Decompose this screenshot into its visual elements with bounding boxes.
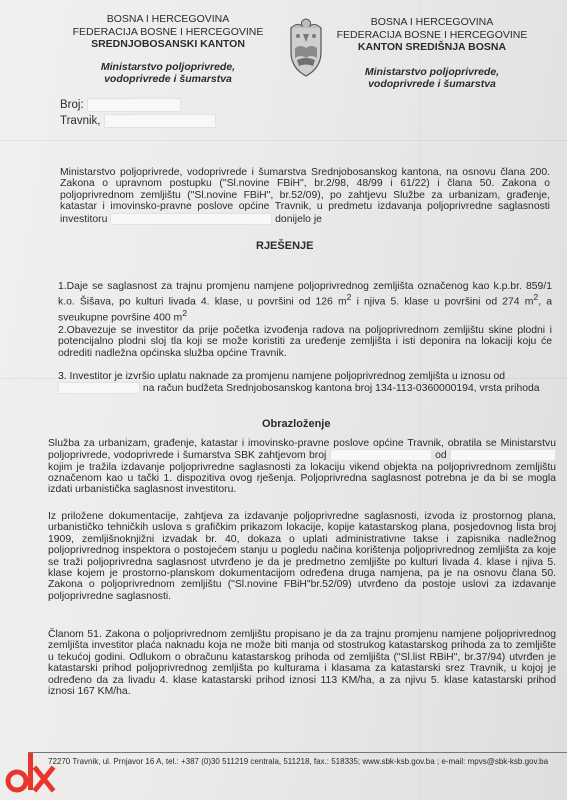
header-federation: FEDERACIJA BOSNE I HERCEGOVINE (336, 28, 528, 41)
header-ministry-line2: vodoprivrede i šumarstva (368, 78, 496, 90)
decision-text: i njiva 5. klase u površini od 274 m (351, 296, 534, 308)
header-ministry-line2: vodoprivrede i šumarstva (104, 73, 232, 85)
city-label: Travnik, (60, 115, 101, 128)
reference-city (60, 114, 216, 128)
reasoning-paragraph-2: Iz priložene dokumentacije, zahtjeva za izdavanje poljoprivredne saglasnosti, izvoda iz prostornog plana, urbanističko tehničkih uslova s grafičkim prikazom lokacije, kopije katastarskog plana, posjedovnog lista broj 1909, zemljišnoknjižni izvadak br. 40, dokaza o uplati administrativne takse i zapisnika nadležnog poljoprivrednog inspektora o postojećem stanju u pogledu načina korištenja poljoprivrednog zemljišta za koje se traži poljoprivredna saglasnost utvrđeno je da je predmetno zemljište po kulturi livada 4. klase i njiva 5. klase kojem je prostorno-planskom dokumentacijom određena druga namjena, pa je na osnovu člana 50. Zakona o poljoprivrednom zemljištu ("Sl.novine FBiH"br.52/09) utvrđeno da postoje uslovi za izdavanje poljoprivredne saglasnosti. (48, 511, 556, 602)
broj-label: Broj: (60, 99, 84, 112)
reasoning-paragraph-3: Članom 51. Zakona o poljoprivrednom zemljištu propisano je da za trajnu promjenu namjene poljoprivrednog zemljišta investitor plaća naknadu koja ne može biti manja od stostrukog katastarskog prihoda za to zemljište u tekućoj godini. Odlukom o obračunu katastarskog prihoda od zemljišta ("Sl.list RBiH", br.37/94) utvrđen je katastarski prihod poljoprivrednog zemljišta po kulturama i klasama za katastarski srez Travnik, u kojoj je određeno da za livadu 4. klase katastarski prihod iznosi 113 KM/ha, a za njivu 5. klase katastarski prihod iznosi 167 KM/ha. (48, 629, 556, 698)
decision-text: , a sveukupne površine 400 m (58, 296, 552, 324)
header-ministry: Ministarstvo poljoprivrede, (100, 60, 236, 73)
reasoning-text: kojim je tražila izdavanje poljoprivredne saglasnosti za lokaciju vikend objekta na poljoprivrednom zemljištu označenom kao u tački 1. dispozitiva ovog rješenja. Poljoprivredna saglasnost potrebna je da bi se mogla izdati urbanistička saglasnost investitoru. (48, 461, 556, 496)
header-country: BOSNA I HERCEGOVINA (106, 13, 230, 25)
decision-text: na račun budžeta Srednjobosanskog kantona broj 134-113-0360000194, vrsta prihoda (142, 383, 540, 395)
paper-crease (0, 140, 567, 141)
redacted-field (104, 114, 216, 128)
redacted-field (450, 449, 556, 461)
decision-text: 3. Investitor je izvršio uplatu naknade za promjenu namjene poljoprivrednog zemljišta u iznosu od (58, 371, 506, 382)
reasoning-title: Obrazloženje (262, 418, 331, 430)
header-left (58, 13, 278, 86)
header-canton: SREDNJOBOSANSKI KANTON (91, 38, 245, 50)
decision-point-3 (58, 371, 552, 395)
decision-point-2: 2.Obavezuje se investitor da prije početka izvođenja radova na poljoprivrednom zemljištu skine plodni i potencijalno plodni sloj tla koji se može koristiti za uređenje zemljišta i isti deponira na lokaciji koju će odrediti nadležna općinska služba općine Travnik. (58, 325, 552, 359)
intro-text: Ministarstvo poljoprivrede, vodoprivrede i šumarstva Srednjobosanskog kantona, na osnovu člana 200. Zakona o upravnom postupku ("Sl.novine FBiH", br.2/98, 48/99 i 61/22) i člana 50. Zakona o poljoprivrednom zemljištu ("Sl.novine FBiH", br.52/09), po zahtjevu Službe za urbanizam, građenje, katastar i imovinsko-pravne poslove općine Travnik, u predmetu izdavanja poljoprivredne saglasnosti investitoru (60, 167, 550, 225)
redacted-field (87, 98, 181, 112)
redacted-field (58, 382, 140, 394)
footer-contact: 72270 Travnik, ul. Prnjavor 16 A, tel.: +387 (0)30 511219 centrala, 511218, fax.: 518335; www.sbk-ksb.gov.ba ; e-mail: mpvs@sbk-ksb.gov.ba (48, 757, 549, 766)
superscript: 2 (182, 308, 188, 319)
superscript: 2 (346, 292, 352, 303)
olx-logo-icon (4, 745, 56, 795)
intro-paragraph (60, 167, 550, 225)
superscript: 2 (533, 292, 539, 303)
header-federation: FEDERACIJA BOSNE I HERCEGOVINE (72, 25, 264, 38)
reasoning-paragraph-1 (48, 438, 556, 496)
redacted-field (330, 449, 432, 461)
decision-point-1 (58, 281, 552, 324)
decision-title: RJEŠENJE (256, 240, 314, 252)
header-country: BOSNA I HERCEGOVINA (370, 16, 494, 28)
header-canton: KANTON SREDIŠNJA BOSNA (357, 41, 507, 53)
reference-number (60, 98, 181, 112)
reasoning-text: od (435, 450, 447, 462)
intro-text-end: donijelo je (275, 213, 322, 225)
redacted-field (110, 213, 272, 225)
decision-text: 1.Daje se saglasnost za trajnu promjenu namjene poljoprivrednog zemljišta označenog kao k.p.br. 859/1 k.o. Šišava, po kulturi livada 4. klase, u površini od 126 m (58, 281, 552, 308)
header-ministry: Ministarstvo poljoprivrede, (364, 65, 500, 78)
footer-divider (28, 752, 567, 753)
reasoning-text: Služba za urbanizam, građenje, katastar i imovinsko-pravne poslove općine Travnik, obratila se Ministarstvu poljoprivrede, vodoprivrede i šumarstva SBK zahtjevom broj (48, 438, 556, 462)
header-right (322, 16, 542, 91)
